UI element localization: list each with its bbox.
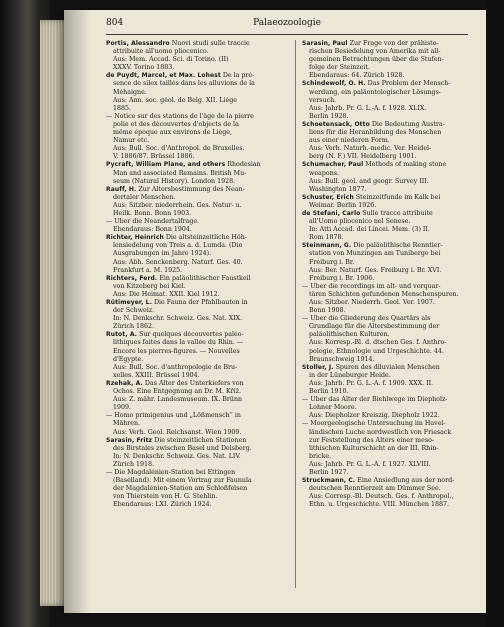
entry-line: [106, 129, 286, 137]
entry-line: [302, 40, 482, 48]
entry-text: Die Fauna der Pfahlbauten in: [151, 299, 248, 306]
entry-text: Aus: Korresp.-Bl. d. dtschen Ges. f. Anthro-: [309, 339, 447, 347]
entry-text: Aus: Jahrb. Pr. G. L.-A. f. 1909. XXX. II.: [309, 379, 434, 387]
entry-text: — Notice sur des stations de l'âge de la pierre: [106, 112, 254, 120]
entry-line: [302, 64, 482, 72]
entry-line: [106, 388, 286, 396]
entry-line: [106, 380, 286, 388]
entry-author: Pycraft, William Plane, and others: [106, 161, 226, 169]
entry-author: Rütimeyer, L.: [106, 299, 152, 306]
entry-line: [106, 186, 286, 194]
entry-line: [106, 202, 286, 210]
entry-line: [106, 194, 286, 202]
entry-line: [302, 412, 482, 420]
entry-text: Aus: Die Heimat. XXII. Kiel 1912.: [113, 290, 220, 298]
entry-line: [302, 364, 482, 372]
entry-author: Struckmann, C.: [302, 477, 356, 485]
entry-line: [106, 461, 286, 469]
entry-text: Rom 1878.: [309, 234, 344, 242]
entry-line: [302, 72, 482, 80]
entry-text: — Homo primigenius und „Lößmensch“ in: [106, 412, 241, 420]
entry-text: Heilk. Bonn. Bonn 1903.: [113, 209, 192, 217]
entry-text: — Die Magdalénien-Station bei Ettingen: [106, 468, 236, 476]
entry-text: Das Alter des Unterkiefers von: [142, 379, 244, 387]
entry-text: Aus: Ann. soc. géol. de Belg. XII. Liège: [113, 96, 238, 104]
entry-text: in der Lüneburger Heide.: [309, 371, 391, 379]
entry-text: (Baselland). Mit einem Vortrag zur Faunula: [113, 477, 252, 485]
entry-line: [302, 56, 482, 64]
entry-text: pologie, Ethnologie und Urgeschichte. 44.: [309, 347, 444, 355]
entry-line: [302, 485, 482, 493]
entry-text: Methods of making stone: [363, 161, 447, 169]
entry-author: Schoetensack, Otto: [302, 120, 370, 128]
entry-text: Aus: Corresp.-Bl. Deutsch. Ges. f. Anthropol.,: [309, 493, 454, 501]
entry-text: polie et des découvertes d'objects de la: [113, 120, 239, 128]
entry-line: [106, 97, 286, 105]
entry-text: des Birstales zwischen Basel und Delsberg.: [113, 444, 252, 452]
bibliography-entry: [302, 121, 482, 161]
entry-line: [302, 48, 482, 56]
entry-line: [106, 48, 286, 56]
entry-line: [302, 178, 482, 186]
entry-line: [106, 493, 286, 501]
entry-author: Richters, Ferd.: [106, 274, 158, 282]
entry-line: [106, 64, 286, 72]
entry-text: Steinzeitfunde im Kalk bei: [353, 193, 441, 201]
entry-line: [302, 259, 482, 267]
bibliography-entry: [302, 40, 482, 80]
entry-line: [106, 396, 286, 404]
entry-line: [302, 145, 482, 153]
bibliography-entry: [106, 331, 286, 380]
entry-line: [302, 380, 482, 388]
entry-line: [302, 234, 482, 242]
entry-line: [302, 339, 482, 347]
entry-line: [106, 339, 286, 347]
entry-line: [302, 372, 482, 380]
entry-line: [302, 356, 482, 364]
entry-text: Ebendaraus: 64. Zürich 1928.: [309, 72, 405, 80]
entry-text: seum (Natural History). London 1928.: [113, 177, 236, 185]
entry-text: Sulle tracce attribuite: [360, 209, 433, 217]
bibliography-entry: [106, 72, 286, 112]
entry-author: Rutot, A.: [106, 331, 138, 339]
entry-line: [302, 291, 482, 299]
entry-line: [106, 250, 286, 258]
entry-text: liens für die Heranbildung des Menschen: [309, 129, 442, 137]
entry-line: [106, 420, 286, 428]
entry-text: lithischen Kulturschicht an der III. Rhin-: [309, 444, 439, 452]
entry-text: Aus: Bull. geol. and geogr. Survey III.: [309, 177, 429, 185]
entry-line: [302, 202, 482, 210]
bibliography-entry: [106, 299, 286, 331]
entry-text: 1885.: [113, 104, 132, 112]
entry-line: [302, 267, 482, 275]
entry-text: Das Problem der Mensch-: [365, 80, 451, 88]
entry-line: [106, 161, 286, 169]
entry-text: Ebendaraus: LXI. Zürich 1924.: [113, 501, 212, 509]
entry-text: attribuite all'uomo pliocenico.: [113, 48, 209, 56]
entry-text: Ebendaraus: Bonn 1904.: [113, 226, 192, 234]
entry-text: — Moorgeologische Untersuchung im Havel-: [302, 420, 446, 428]
entry-text: folge der Steinzeit.: [309, 64, 370, 72]
page-header: [106, 18, 468, 34]
entry-line: [302, 226, 482, 234]
entry-line: [106, 267, 286, 275]
entry-text: — Über die Gliederung des Quartärs als: [302, 315, 431, 323]
entry-line: [106, 170, 286, 178]
entry-line: [302, 218, 482, 226]
entry-text: In: N. Denkschr. Schweiz. Ges. Nat. XIX.: [113, 315, 243, 323]
entry-line: [302, 242, 482, 250]
entry-text: Aus: Sitzber. Niederrh. Geol. Ver. 1907.: [309, 299, 435, 306]
entry-text: paläolithischen Kulturen.: [309, 331, 390, 339]
entry-text: station von Munzingen am Tuniberge bei: [309, 250, 441, 258]
entry-text: Zürich 1862.: [113, 323, 155, 331]
entry-text: dertaler Menschen.: [113, 193, 176, 201]
entry-line: [302, 80, 482, 88]
entry-line: [302, 315, 482, 323]
entry-text: Encore les pierres-figures. — Nouvelles: [113, 347, 240, 355]
entry-line: [106, 323, 286, 331]
entry-line: [106, 307, 286, 315]
entry-line: [302, 348, 482, 356]
entry-text: Aus: Sitzber. niederrhein. Ges. Natur- u.: [113, 201, 242, 209]
entry-line: [106, 145, 286, 153]
entry-text: Berlin 1927.: [309, 468, 349, 476]
entry-line: [302, 113, 482, 121]
entry-line: [302, 461, 482, 469]
entry-text: Aus: Bull. Soc. d'anthropologie de Bru-: [113, 363, 238, 371]
entry-line: [302, 331, 482, 339]
entry-text: Aus: Ber. Naturf. Ges. Freiburg i. Br. XVI.: [309, 266, 442, 274]
entry-text: Aus: Jahrb. Pr. G. L.-A. f. 1927. XLVIII.: [309, 460, 431, 468]
running-head: Palaeozoologie: [253, 18, 321, 28]
entry-author: Schuster, Erich: [302, 193, 354, 201]
entry-line: [302, 194, 482, 202]
entry-line: [302, 453, 482, 461]
entry-text: Lohner Moore.: [309, 404, 357, 412]
entry-text: xelles. XXIII. Brüssel 1904.: [113, 371, 200, 379]
entry-line: [302, 299, 482, 307]
entry-line: [302, 323, 482, 331]
entry-line: [106, 372, 286, 380]
entry-line: [106, 153, 286, 161]
entry-line: [302, 170, 482, 178]
entry-line: [302, 275, 482, 283]
entry-text: sence de silex taillés dans les alluvions de la: [113, 80, 255, 88]
entry-author: Schindewolf, O. H.: [302, 80, 366, 88]
entry-line: [302, 121, 482, 129]
entry-author: Richter, Heinrich: [106, 234, 164, 242]
entry-text: Aus: Jahrb. Pr. G. L.-A. f. 1928. XLIX.: [309, 104, 427, 112]
entry-text: Spuren des diluvialen Menschen: [333, 363, 440, 371]
entry-line: [302, 250, 482, 258]
bibliography-entry: [302, 315, 482, 364]
entry-author: Sarasin, Paul: [302, 40, 348, 47]
entry-text: Frankfurt a. M. 1925.: [113, 266, 183, 274]
entry-text: lensiedelung von Treis a. d. Lumda. (Die: [113, 242, 243, 250]
entry-author: Sarasin, Fritz: [106, 436, 153, 444]
entry-text: deutschen Renntierzeit am Dümmer See.: [309, 485, 441, 493]
entry-line: [106, 242, 286, 250]
entry-text: Washington 1877.: [309, 185, 367, 193]
entry-line: [106, 218, 286, 226]
entry-text: V. 1886/87. Brüssel 1886.: [113, 153, 195, 161]
entry-author: Rauff, H.: [106, 185, 137, 193]
entry-text: bricke.: [309, 452, 332, 460]
entry-line: [302, 469, 482, 477]
entry-text: der Schweiz.: [113, 307, 155, 315]
entry-line: [106, 89, 286, 97]
entry-line: [106, 429, 286, 437]
bibliography-entry: [106, 234, 286, 274]
entry-text: Die altsteinzeitliche Höh-: [163, 234, 247, 242]
entry-text: Namur etc.: [113, 137, 150, 145]
entry-line: [106, 121, 286, 129]
entry-text: von Kitzeberg bei Kiel.: [113, 282, 186, 290]
bibliography-entry: [302, 242, 482, 282]
entry-line: [302, 186, 482, 194]
entry-line: [302, 493, 482, 501]
bibliography-entry: [302, 283, 482, 315]
entry-text: rischen Besiedelung von Amerika mit all-: [309, 48, 441, 56]
entry-text: — Über das Alter der Biehlwege im Diepholz-: [302, 396, 448, 404]
entry-text: Man and associated Remains. British Mu-: [113, 169, 247, 177]
entry-text: Zur Frage von der prähisto-: [347, 40, 439, 47]
entry-text: d'Égypte.: [113, 355, 144, 363]
entry-text: Berlin 1928.: [309, 112, 349, 120]
entry-text: 1909.: [113, 404, 132, 412]
entry-line: [302, 89, 482, 97]
entry-text: Nuovi studi sulle traccie: [169, 40, 250, 47]
entry-text: Zur Altersbestimmung des Nean-: [136, 185, 245, 193]
bibliography-entry: [302, 396, 482, 420]
entry-text: Rhodesian: [225, 161, 261, 169]
entry-line: [106, 72, 286, 80]
entry-text: Ausgrabungen im Jahre 1924).: [113, 250, 212, 258]
entry-line: [106, 404, 286, 412]
bibliography-entry: [302, 80, 482, 120]
entry-line: [106, 364, 286, 372]
page-number: 804: [106, 18, 124, 28]
entry-text: all'Uomo pliocenico nel Senese.: [309, 218, 411, 226]
entry-line: [302, 210, 482, 218]
entry-text: Aus: Verh. Naturh.-medic. Ver. Heidel-: [309, 145, 432, 153]
entry-text: XXXV. Torino 1883.: [113, 64, 175, 72]
entry-text: Aus: Verh. Geol. Reichsanst. Wien 1909.: [113, 428, 242, 436]
entry-text: Bonn 1908.: [309, 307, 346, 315]
entry-text: Mähren.: [113, 420, 141, 428]
bibliography-entry: [106, 380, 286, 412]
entry-author: Stoller, J.: [302, 363, 334, 371]
entry-text: berg (N. F.) VII. Heidelberg 1901.: [309, 153, 417, 161]
entry-author: Portis, Alessandro: [106, 40, 170, 47]
entry-line: [106, 259, 286, 267]
entry-line: [302, 161, 482, 169]
bibliography-entry: [106, 412, 286, 436]
entry-line: [106, 412, 286, 420]
entry-line: [106, 275, 286, 283]
entry-line: [302, 445, 482, 453]
entry-text: Sur quelques découvertes paléo-: [137, 331, 244, 339]
entry-text: Berlin 1910.: [309, 388, 349, 396]
entry-author: Steinmann, G.: [302, 242, 352, 250]
entry-text: Aus: Z. mähr. Landesmuseum. IX. Brünn: [113, 396, 243, 404]
entry-text: ländischen Luche nordwestlich von Friesack: [309, 428, 452, 436]
entry-line: [106, 137, 286, 145]
entry-text: lithiques faites dans la vallée du Rhin. —: [113, 339, 244, 347]
entry-line: [106, 453, 286, 461]
entry-text: von Thierstein von H. G. Stehlin.: [113, 493, 218, 501]
entry-line: [106, 315, 286, 323]
entry-line: [302, 404, 482, 412]
entry-line: [106, 485, 286, 493]
background-edge: [486, 0, 504, 627]
bibliography-entry: [106, 186, 286, 218]
entry-line: [302, 307, 482, 315]
header-rule: [106, 34, 468, 35]
entry-line: [106, 226, 286, 234]
bibliography-entry: [106, 437, 286, 469]
entry-text: der Magdalénien-Station am Schloßfelsen: [113, 485, 248, 493]
bibliography-entry: [106, 113, 286, 162]
entry-text: — Über die recordings im alt- und vorquar-: [302, 282, 441, 290]
entry-text: Ein paläolithischer Faustkeil: [157, 274, 251, 282]
entry-line: [106, 40, 286, 48]
entry-text: versuch.: [309, 96, 337, 104]
left-column: [106, 40, 286, 509]
entry-text: Braunschweig 1914.: [309, 355, 375, 363]
entry-text: Ochos. Eine Entgegnung an Dr. M. Kříž.: [113, 388, 242, 396]
entry-text: In: N. Denkschr. Schweiz. Ges. Nat. LIV.: [113, 452, 241, 460]
entry-line: [106, 291, 286, 299]
entry-line: [302, 396, 482, 404]
bibliography-entry: [106, 469, 286, 509]
entry-text: Ethn. u. Urgeschichte. VIII. München 1887.: [309, 501, 450, 509]
entry-line: [106, 178, 286, 186]
gutter-shadow: [64, 10, 90, 613]
entry-line: [106, 113, 286, 121]
entry-text: — Über die Neandertalfrage.: [106, 218, 200, 226]
entry-line: [302, 137, 482, 145]
column-separator: [295, 40, 296, 588]
bibliography-entry: [302, 194, 482, 210]
entry-author: de Stefani, Carlo: [302, 209, 361, 217]
entry-text: Aus: Mem. Accad. Sci. di Torino. (II): [113, 56, 229, 64]
entry-line: [106, 469, 286, 477]
entry-text: gemeinen Betrachtungen über die Stufen-: [309, 56, 444, 64]
entry-line: [106, 501, 286, 509]
entry-line: [302, 477, 482, 485]
entry-line: [106, 210, 286, 218]
entry-line: [302, 437, 482, 445]
entry-line: [302, 501, 482, 509]
entry-text: Aus: Abh. Senckenberg. Naturf. Ges. 40.: [113, 258, 243, 266]
entry-author: Rzehak, A.: [106, 379, 143, 387]
entry-text: Aus: Bull. Soc. d'Anthropol. de Bruxelles.: [113, 145, 245, 153]
bibliography-entry: [106, 161, 286, 185]
entry-line: [302, 283, 482, 291]
bibliography-entry: [302, 420, 482, 477]
entry-line: [302, 105, 482, 113]
entry-line: [106, 299, 286, 307]
bibliography-entry: [106, 218, 286, 234]
entry-line: [302, 97, 482, 105]
entry-author: Schumacher, Paul: [302, 161, 364, 169]
entry-text: même époque aux environs de Liège,: [113, 129, 233, 137]
entry-author: de Puydt, Marcel, et Max. Lohest: [106, 72, 221, 80]
entry-text: weapons.: [309, 169, 339, 177]
entry-line: [106, 445, 286, 453]
entry-line: [106, 331, 286, 339]
entry-text: Zürich 1918.: [113, 460, 155, 468]
entry-text: Aus: Diepholzer Kreiszig. Diepholz 1922.: [309, 412, 440, 420]
entry-text: Die steinzeitlichen Stationen: [152, 436, 247, 444]
bibliography-entry: [106, 40, 286, 72]
right-column: [302, 40, 482, 509]
entry-text: werdung, ein paläontologischer Lösungs-: [309, 88, 441, 96]
entry-line: [106, 105, 286, 113]
entry-text: Méhaigne.: [113, 88, 147, 96]
entry-line: [106, 348, 286, 356]
entry-text: Eine Ansiedlung aus der nord-: [355, 477, 455, 485]
entry-line: [302, 129, 482, 137]
entry-text: Freiburg i. Br.: [309, 258, 355, 266]
entry-line: [106, 56, 286, 64]
entry-line: [302, 429, 482, 437]
entry-text: tären Schichten gefundenen Menschenspuren.: [309, 290, 459, 298]
bibliography-entry: [302, 364, 482, 396]
entry-line: [302, 420, 482, 428]
bibliography-entry: [302, 477, 482, 509]
entry-text: aus einer niederen Form.: [309, 137, 390, 145]
entry-line: [106, 437, 286, 445]
bibliography-entry: [302, 161, 482, 193]
entry-line: [106, 283, 286, 291]
entry-text: Grundlage für die Altersbestimmung der: [309, 323, 440, 331]
bibliography-entry: [106, 275, 286, 299]
entry-line: [302, 388, 482, 396]
entry-text: De la pré-: [220, 72, 255, 80]
book-page: [64, 10, 486, 613]
entry-line: [106, 356, 286, 364]
entry-text: Weimar. Berlin 1926.: [309, 201, 377, 209]
entry-line: [106, 234, 286, 242]
entry-text: Freiburg i. Br. 1906.: [309, 274, 375, 282]
entry-text: In: Atti Accad. dei Lincei. Mem. (3) II.: [309, 226, 430, 234]
entry-text: Die paläolithische Renntier-: [351, 242, 443, 250]
bibliography-entry: [302, 210, 482, 242]
entry-line: [106, 477, 286, 485]
entry-text: Die Bedeutung Austra-: [369, 120, 445, 128]
entry-line: [302, 153, 482, 161]
entry-text: zur Feststellung des Alters einer meso-: [309, 436, 434, 444]
entry-line: [106, 80, 286, 88]
